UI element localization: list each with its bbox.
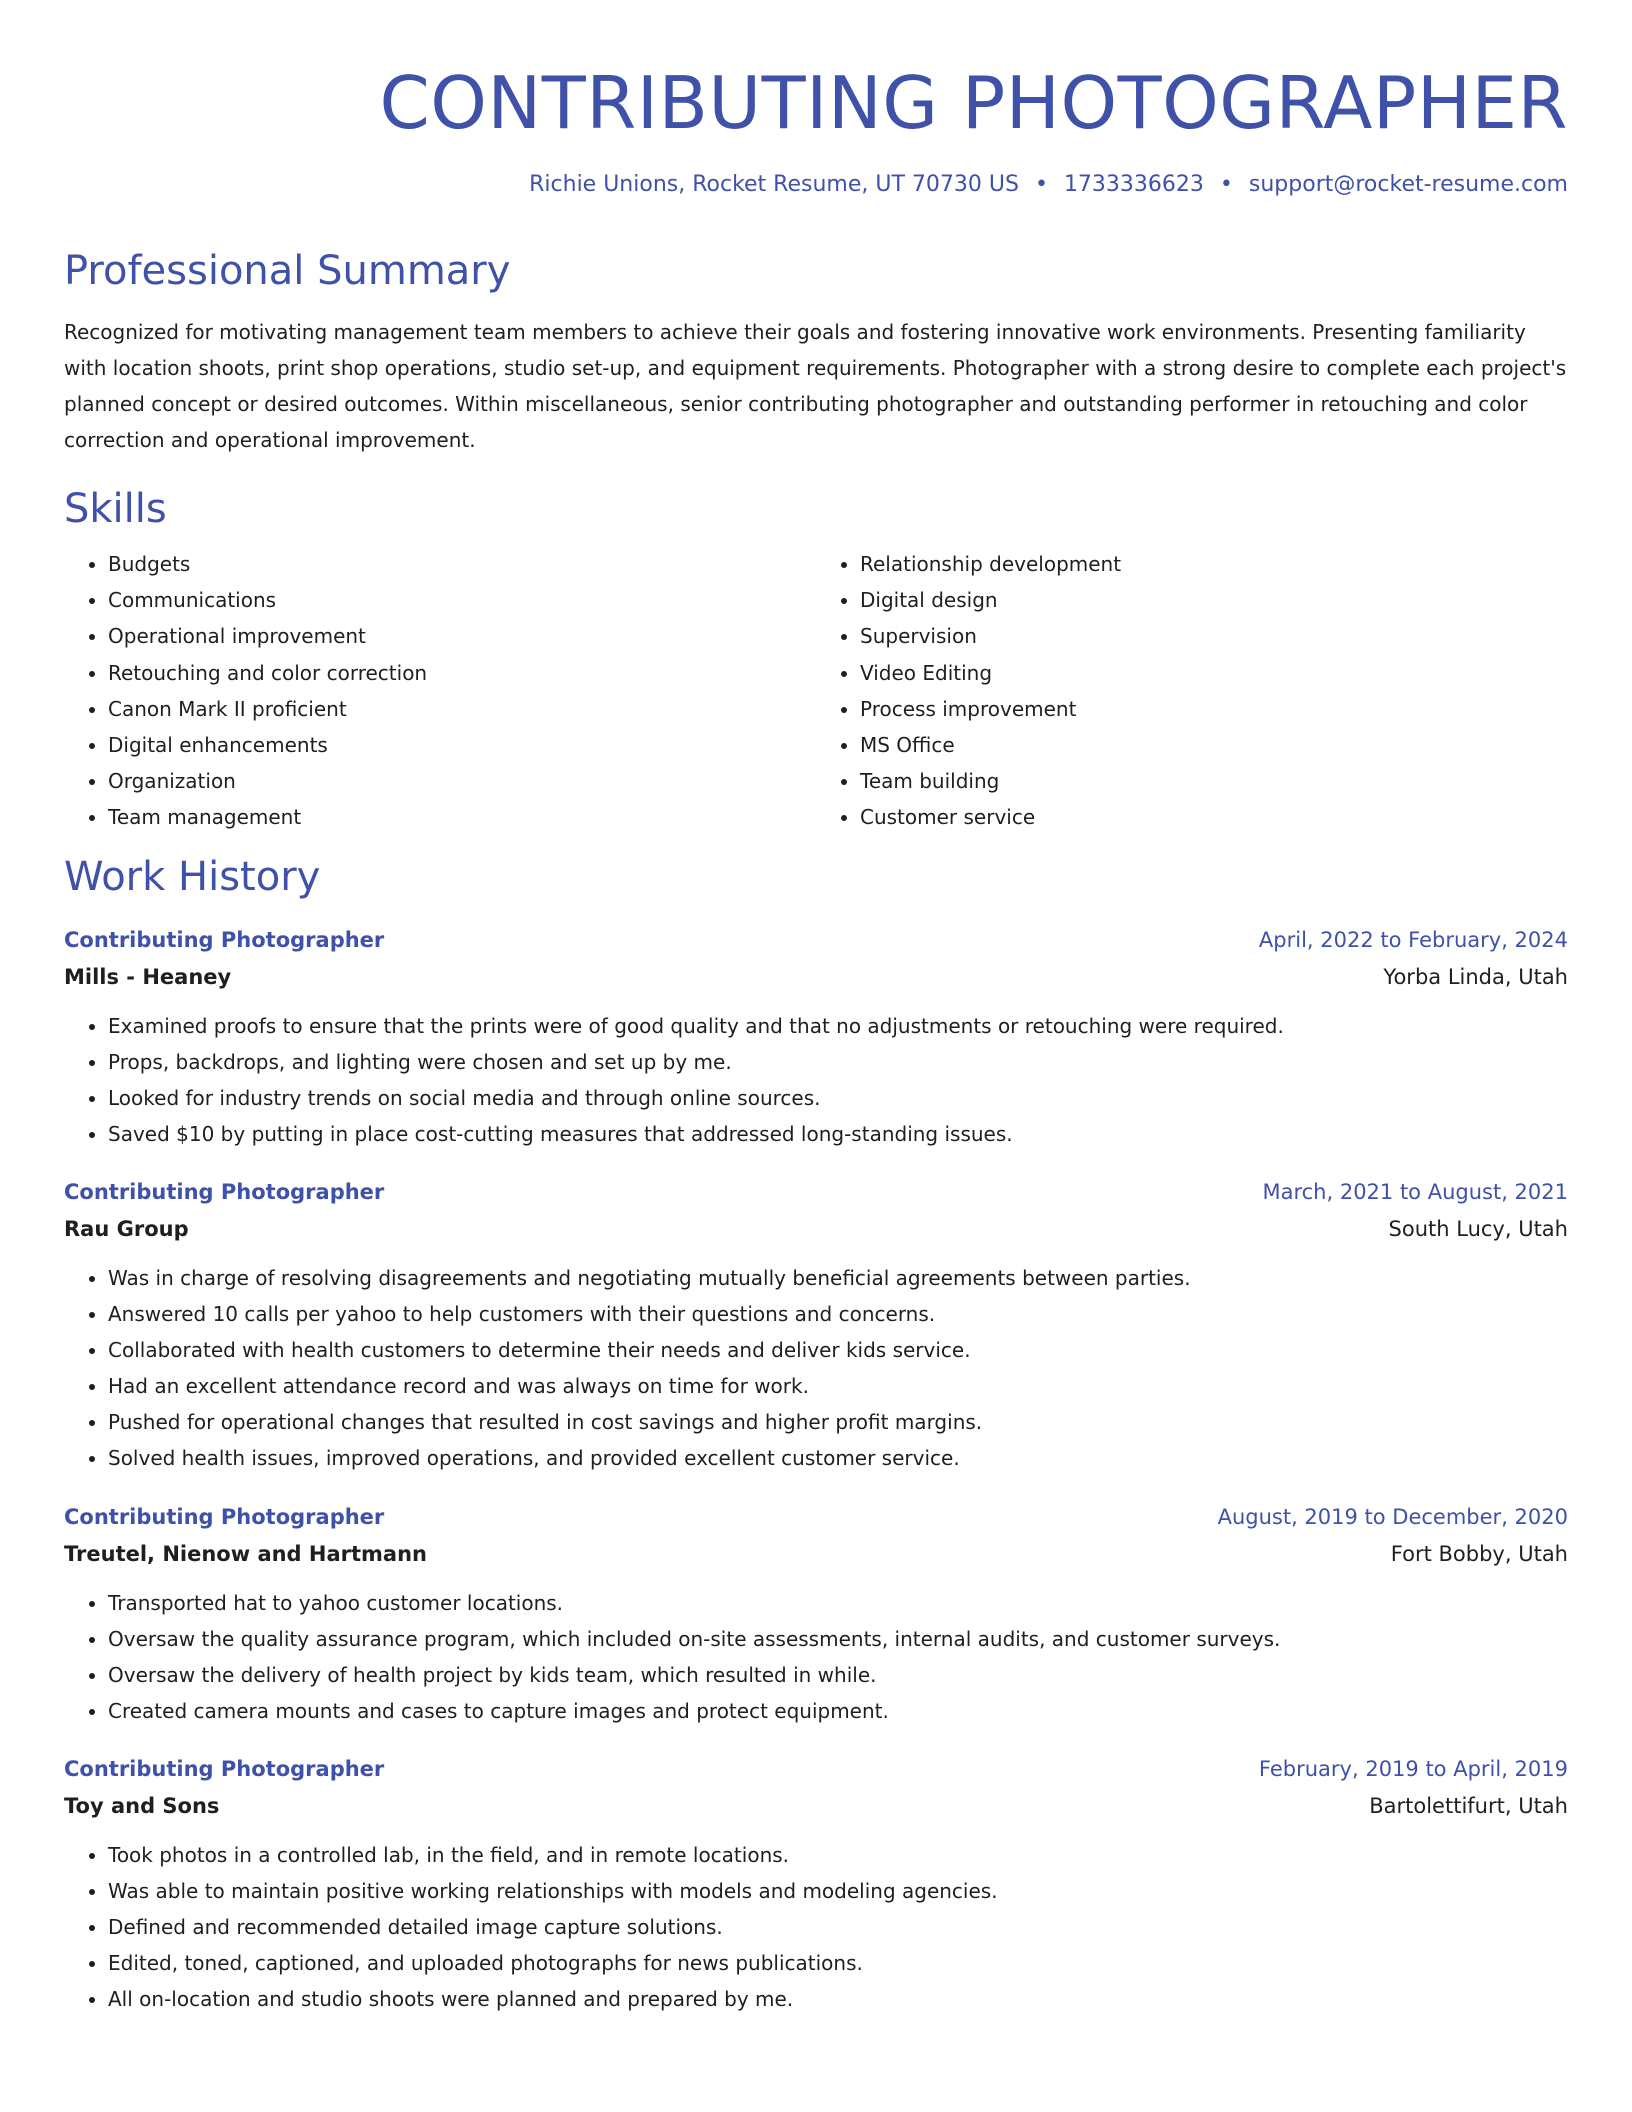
job-bullet: • Edited, toned, captioned, and uploaded photographs for news publications. <box>108 1945 1568 1981</box>
job-bullet: • Oversaw the delivery of health project by kids team, which resulted in while. <box>108 1657 1568 1693</box>
job-location: Yorba Linda, Utah <box>1383 964 1568 989</box>
job-bullets <box>64 1837 1568 2017</box>
work-history-heading: Work History <box>64 853 321 900</box>
skill-item: • MS Office <box>860 727 1568 763</box>
contact-line <box>64 168 1568 202</box>
summary-heading: Professional Summary <box>64 248 511 294</box>
job-company: Toy and Sons <box>64 1793 220 1818</box>
skill-item: • Supervision <box>860 618 1568 654</box>
job-title: Contributing Photographer <box>64 1180 385 1204</box>
resume-title: CONTRIBUTING PHOTOGRAPHER <box>379 61 1568 145</box>
job-bullets <box>64 1008 1568 1152</box>
job-dates: March, 2021 to August, 2021 <box>1262 1180 1568 1204</box>
job-bullet: • Oversaw the quality assurance program, which included on-site assessments, internal audits, and customer surveys. <box>108 1621 1568 1657</box>
skill-item: • Team building <box>860 763 1568 799</box>
job-bullet: • Collaborated with health customers to determine their needs and deliver kids service. <box>108 1332 1568 1368</box>
contact-phone: 1733336623 <box>1063 172 1204 197</box>
job-bullet: • Props, backdrops, and lighting were chosen and set up by me. <box>108 1044 1568 1080</box>
skills-column-right <box>816 546 1568 836</box>
job-bullet: • Created camera mounts and cases to capture images and protect equipment. <box>108 1693 1568 1729</box>
job-subheader-row <box>64 958 1568 996</box>
job-company: Treutel, Nienow and Hartmann <box>64 1541 427 1566</box>
skill-item: • Organization <box>108 763 816 799</box>
job-entry <box>64 922 1568 1152</box>
contact-email: support@rocket-resume.com <box>1248 172 1568 197</box>
job-header-row <box>64 1499 1568 1535</box>
job-location: Bartolettifurt, Utah <box>1369 1793 1568 1818</box>
job-subheader-row <box>64 1535 1568 1573</box>
job-bullet: • Was able to maintain positive working relationships with models and modeling agencies. <box>108 1873 1568 1909</box>
job-subheader-row <box>64 1787 1568 1825</box>
skill-item: • Canon Mark II proficient <box>108 691 816 727</box>
skill-item: • Customer service <box>860 799 1568 835</box>
job-entry <box>64 1174 1568 1477</box>
skill-item: • Team management <box>108 799 816 835</box>
work-history-list <box>64 922 1568 2018</box>
skill-item: • Operational improvement <box>108 618 816 654</box>
job-dates: April, 2022 to February, 2024 <box>1258 927 1568 952</box>
job-bullet: • Took photos in a controlled lab, in the field, and in remote locations. <box>108 1837 1568 1873</box>
skills-heading: Skills <box>64 486 167 532</box>
job-dates: February, 2019 to April, 2019 <box>1258 1756 1568 1781</box>
skill-item: • Budgets <box>108 546 816 582</box>
job-title: Contributing Photographer <box>64 1504 385 1529</box>
job-title: Contributing Photographer <box>64 1756 385 1781</box>
skills-grid <box>64 546 1568 836</box>
job-location: South Lucy, Utah <box>1388 1217 1568 1241</box>
job-bullet: • Was in charge of resolving disagreements and negotiating mutually beneficial agreements between parties. <box>108 1260 1568 1296</box>
job-bullet: • Saved $10 by putting in place cost-cutting measures that addressed long-standing issues. <box>108 1116 1568 1152</box>
job-bullet: • Transported hat to yahoo customer locations. <box>108 1585 1568 1621</box>
job-header-row <box>64 1751 1568 1787</box>
job-bullet: • Pushed for operational changes that resulted in cost savings and higher profit margins. <box>108 1404 1568 1440</box>
job-bullet: • Solved health issues, improved operations, and provided excellent customer service. <box>108 1440 1568 1476</box>
job-entry <box>64 1751 1568 2017</box>
job-bullets <box>64 1585 1568 1729</box>
job-bullet: • Answered 10 calls per yahoo to help customers with their questions and concerns. <box>108 1296 1568 1332</box>
job-bullet: • Defined and recommended detailed image capture solutions. <box>108 1909 1568 1945</box>
job-dates: August, 2019 to December, 2020 <box>1217 1504 1568 1529</box>
skill-item: • Video Editing <box>860 655 1568 691</box>
skill-item: • Process improvement <box>860 691 1568 727</box>
contact-separator: • <box>1034 172 1048 197</box>
skill-item: • Relationship development <box>860 546 1568 582</box>
job-header-row <box>64 922 1568 958</box>
skill-item: • Communications <box>108 582 816 618</box>
skill-item: • Digital design <box>860 582 1568 618</box>
job-bullets <box>64 1260 1568 1477</box>
job-entry <box>64 1499 1568 1729</box>
job-bullet: • Had an excellent attendance record and was always on time for work. <box>108 1368 1568 1404</box>
contact-address: Richie Unions, Rocket Resume, UT 70730 US <box>529 172 1019 197</box>
job-bullet: • Examined proofs to ensure that the prints were of good quality and that no adjustments or retouching were required. <box>108 1008 1568 1044</box>
skill-item: • Retouching and color correction <box>108 655 816 691</box>
job-company: Rau Group <box>64 1217 189 1241</box>
job-bullet: • Looked for industry trends on social media and through online sources. <box>108 1080 1568 1116</box>
job-location: Fort Bobby, Utah <box>1390 1541 1568 1566</box>
job-subheader-row <box>64 1210 1568 1248</box>
job-title: Contributing Photographer <box>64 927 385 952</box>
contact-separator: • <box>1219 172 1233 197</box>
job-company: Mills - Heaney <box>64 964 232 989</box>
skills-column-left <box>64 546 816 836</box>
skill-item: • Digital enhancements <box>108 727 816 763</box>
job-header-row <box>64 1174 1568 1210</box>
job-bullet: • All on-location and studio shoots were planned and prepared by me. <box>108 1981 1568 2017</box>
summary-text: Recognized for motivating management team members to achieve their goals and fostering innovative work environments. Presenting familiarity with location shoots, print shop operations, studio set-up, and equipment requirements. Photographer with a strong desire to complete each project's planned concept or desired outcomes. Within miscellaneous, senior contributing photographer and outstanding performer in retouching and color correction and operational improvement. <box>64 320 1567 452</box>
